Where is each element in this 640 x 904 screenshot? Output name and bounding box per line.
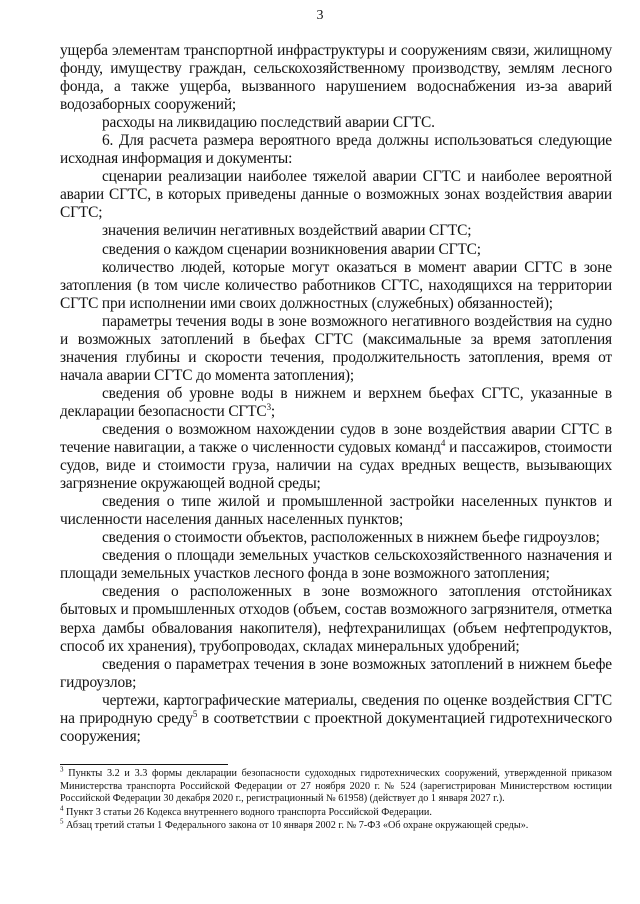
paragraph: сведения о возможном нахождении судов в зоне воздействия аварии СГТС в течение навигации, а также о численности судовых команд$^4$ и пассажиров, стоимости судов, виде и стоимости груза, наличии на судах вредных веществ, вызывающих загрязнение окружающей водной среды; <box>60 420 613 493</box>
paragraph: параметры течения воды в зоне возможного негативного воздействия на судно и возможных затоплений в бьефах СГТС (максимальные за время затопления значения глубины и скорости течения, продолжительность затопления, время от начала аварии СГТС до момента затопления); <box>60 312 612 384</box>
paragraph: чертежи, картографические материалы, сведения по оценке воздействия СГТС на природную среду$^5$ в соответствии с проектной документацией гидротехнического сооружения; <box>60 691 612 745</box>
footnote-mark: 4 <box>60 804 64 813</box>
footnote-ref[interactable]: 5 <box>192 708 198 719</box>
footnote: $^3$ Пункты 3.2 и 3.3 формы декларации безопасности судоходных гидротехнических сооружений, утвержденной приказом Министерства транспорта Российской Федерации от 27 ноября 2020 г. № 524 (зарегистрирован Министерством юстиции Российской Федерации 30 декабря 2020 г., регистрационный № 61958) (действует до 1 января 2027 г.). <box>60 765 612 805</box>
paragraph: количество людей, которые могут оказаться в момент аварии СГТС в зоне затопления (в том числе количество работников СГТС, находящихся на территории СГТС при исполнении ими своих должностных (служебных) обязанностей); <box>60 258 612 312</box>
footnote: $^5$ Абзац третий статьи 1 Федерального закона от 10 января 2002 г. № 7-ФЗ «Об охране окружающей среды». <box>60 817 529 832</box>
paragraph: ущерба элементам транспортной инфраструктуры и сооружениям связи, жилищному фонду, имуществу граждан, сельскохозяйственному производству, землям лесного фонда, а также ущерба, вызванного нарушением водоснабжения из-за аварий водозаборных сооружений; <box>60 42 612 114</box>
paragraph: значения величин негативных воздействий аварии СГТС; <box>102 222 472 240</box>
footnote-ref[interactable]: 4 <box>440 437 446 448</box>
paragraph: расходы на ликвидацию последствий аварии СГТС. <box>102 114 435 132</box>
page-number: 3 <box>316 8 324 23</box>
paragraph: сведения об уровне воды в нижнем и верхнем бьефах СГТС, указанные в декларации безопасности СГТС$^3$; <box>60 384 612 420</box>
paragraph: сценарии реализации наиболее тяжелой аварии СГТС и наиболее вероятной аварии СГТС, в которых приведены данные о возможных зонах воздействия аварии СГТС; <box>60 168 612 222</box>
footnote-mark: 3 <box>60 765 64 774</box>
footnote: $^4$ Пункт 3 статьи 26 Кодекса внутреннего водного транспорта Российской Федерации. <box>60 804 432 818</box>
paragraph: сведения о расположенных в зоне возможного затопления отстойниках бытовых и промышленных отходов (объем, состав возможного загрязнителя, отметка верха дамбы обвалования накопителя), нефтехранилищах (объем нефтепродуктов, способ их хранения), трубопроводах, складах минеральных удобрений; <box>60 583 612 655</box>
footnote-mark: 5 <box>60 817 64 826</box>
paragraph: сведения о каждом сценарии возникновения аварии СГТС; <box>102 240 481 258</box>
document-body <box>60 42 612 746</box>
paragraph: 6. Для расчета размера вероятного вреда должны использоваться следующие исходная информация и документы: <box>60 132 612 168</box>
footnotes <box>60 765 612 834</box>
paragraph: сведения о площади земельных участков сельскохозяйственного назначения и площади земельных участков лесного фонда в зоне возможного затопления; <box>60 547 612 583</box>
paragraph: сведения о параметрах течения в зоне возможных затоплений в нижнем бьефе гидроузлов; <box>60 655 612 691</box>
paragraph: сведения о типе жилой и промышленной застройки населенных пунктов и численности населения данных населенных пунктов; <box>60 493 612 529</box>
footnote-ref[interactable]: 3 <box>266 401 271 412</box>
footnote-divider <box>60 764 228 765</box>
paragraph: сведения о стоимости объектов, расположенных в нижнем бьефе гидроузлов; <box>102 529 600 547</box>
